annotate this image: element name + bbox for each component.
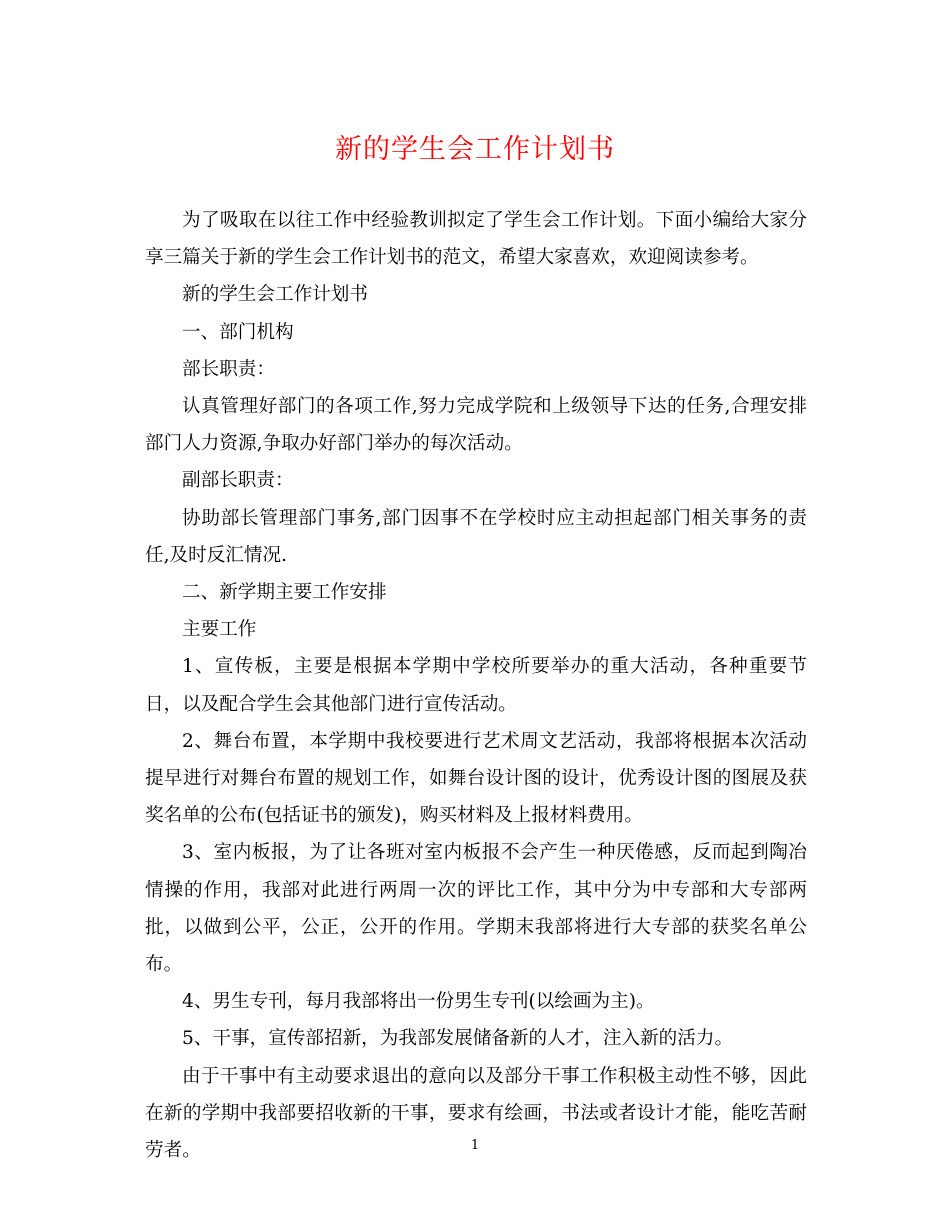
document-body (145, 202, 807, 1169)
paragraph-intro: 为了吸取在以往工作中经验教训拟定了学生会工作计划。下面小编给大家分享三篇关于新的学生会工作计划书的范文，希望大家喜欢，欢迎阅读参考。 (145, 210, 807, 269)
paragraph-deputy-duties: 协助部长管理部门事务,部门因事不在学校时应主动担起部门相关事务的责任,及时反汇情况. (145, 507, 807, 566)
paragraph-recruitment: 由于干事中有主动要求退出的意向以及部分干事工作积极主动性不够，因此在新的学期中我部要招收新的干事，要求有绘画，书法或者设计才能，能吃苦耐劳者。 (145, 1065, 807, 1162)
paragraph-subtitle: 新的学生会工作计划书 (182, 284, 368, 306)
list-item-5: 5、干事，宣传部招新，为我部发展储备新的人才，注入新的活力。 (182, 1028, 734, 1050)
subheading-main-work: 主要工作 (182, 619, 257, 641)
list-item-3: 3、室内板报，为了让各班对室内板报不会产生一种厌倦感，反而起到陶冶情操的作用，我部对此进行两周一次的评比工作，其中分为中专部和大专部两批，以做到公平，公正，公开的作用。学期末我部将进行大专部的获奖名单公布。 (145, 842, 807, 976)
section-heading-1: 一、部门机构 (182, 321, 294, 343)
page-number: 1 (470, 1138, 480, 1153)
paragraph-minister-duties: 认真管理好部门的各项工作,努力完成学院和上级领导下达的任务,合理安排部门人力资源,争取办好部门举办的每次活动。 (145, 396, 807, 455)
list-item-4: 4、男生专刊，每月我部将出一份男生专刊(以绘画为主)。 (182, 991, 655, 1013)
list-item-1: 1、宣传板，主要是根据本学期中学校所要举办的重大活动，各种重要节日，以及配合学生会其他部门进行宣传活动。 (145, 656, 807, 715)
role-heading-deputy: 副部长职责： (182, 470, 294, 492)
role-heading-minister: 部长职责： (182, 358, 275, 380)
list-item-2: 2、舞台布置，本学期中我校要进行艺术周文艺活动，我部将根据本次活动提早进行对舞台布置的规划工作，如舞台设计图的设计，优秀设计图的图展及获奖名单的公布(包括证书的颁发)，购买材料及上报材料费用。 (145, 730, 807, 827)
page-title: 新的学生会工作计划书 (335, 134, 615, 165)
section-heading-2: 二、新学期主要工作安排 (182, 582, 387, 604)
